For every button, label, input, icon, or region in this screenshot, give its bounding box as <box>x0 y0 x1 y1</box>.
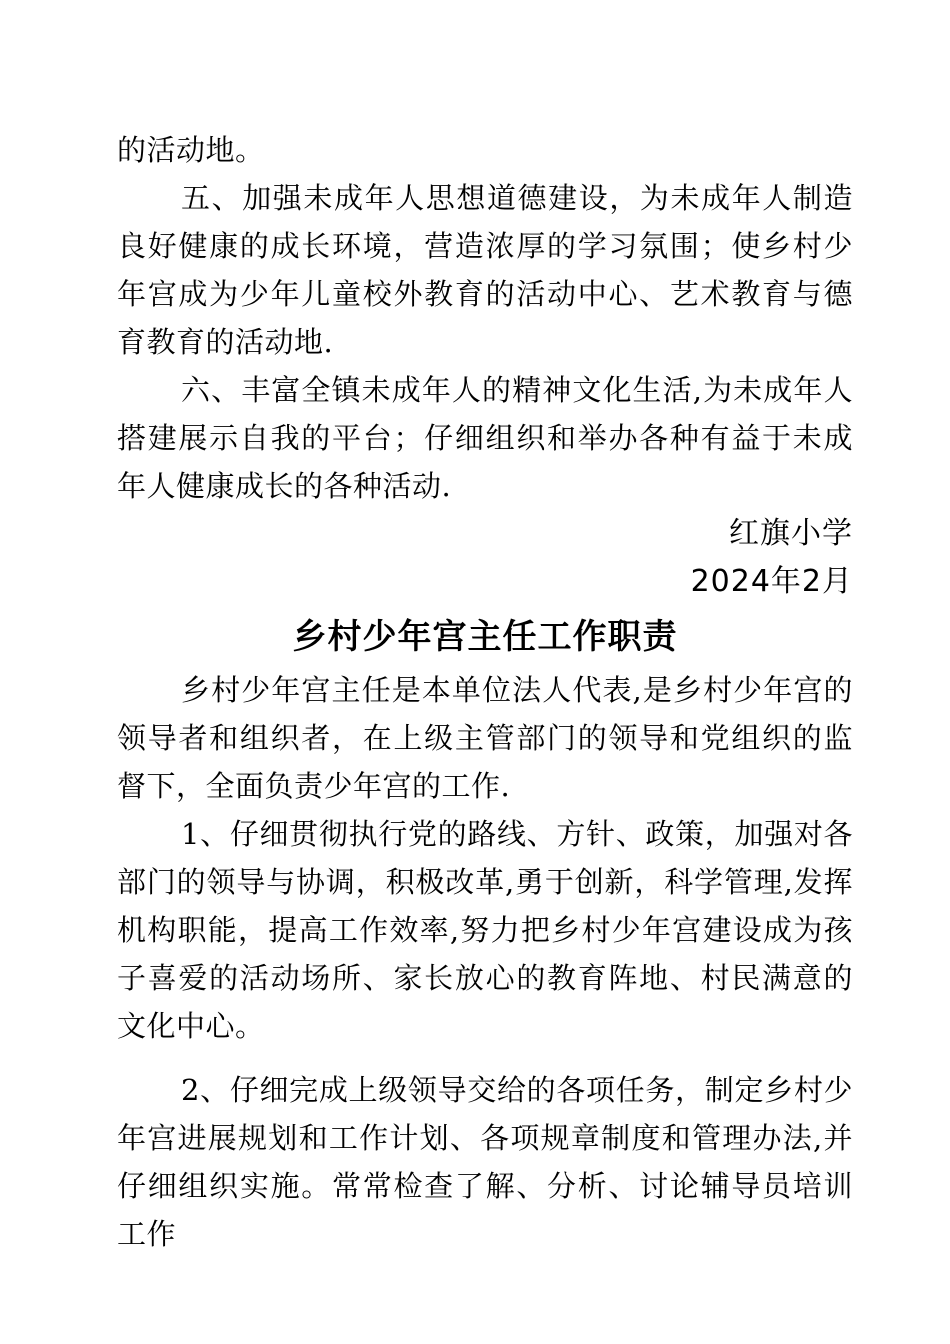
section-title: 乡村少年宫主任工作职责 <box>292 617 678 657</box>
continuation-paragraph: 的活动地。 <box>117 133 265 167</box>
duty-1-paragraph: 1、仔细贯彻执行党的路线、方针、政策，加强对各部门的领导与协调，积极改革,勇于创新，科学管理,发挥机构职能，提高工作效率,努力把乡村少年宫建设成为孩子喜爱的活动场所、家长放心的教育阵地、村民满意的文化中心。 <box>117 817 853 1043</box>
item-5-paragraph: 五、加强未成年人思想道德建设，为未成年人制造良好健康的成长环境，营造浓厚的学习氛围；使乡村少年宫成为少年儿童校外教育的活动中心、艺术教育与德育教育的活动地. <box>117 181 853 359</box>
paragraph-spacer <box>117 1050 853 1066</box>
item-6-paragraph: 六、丰富全镇未成年人的精神文化生活,为未成年人搭建展示自我的平台；仔细组织和举办各种有益于未成年人健康成长的各种活动. <box>117 373 853 503</box>
signature-org: 红旗小学 <box>729 516 853 551</box>
intro-paragraph: 乡村少年宫主任是本单位法人代表,是乡村少年宫的领导者和组织者，在上级主管部门的领导和党组织的监督下，全面负责少年宫的工作. <box>117 673 853 803</box>
document-page <box>117 126 853 1258</box>
signature-date: 2024年2月 <box>690 564 853 599</box>
duty-2-paragraph: 2、仔细完成上级领导交给的各项任务，制定乡村少年宫进展规划和工作计划、各项规章制度和管理办法,并仔细组织实施。常常检查了解、分析、讨论辅导员培训工作 <box>117 1073 853 1251</box>
